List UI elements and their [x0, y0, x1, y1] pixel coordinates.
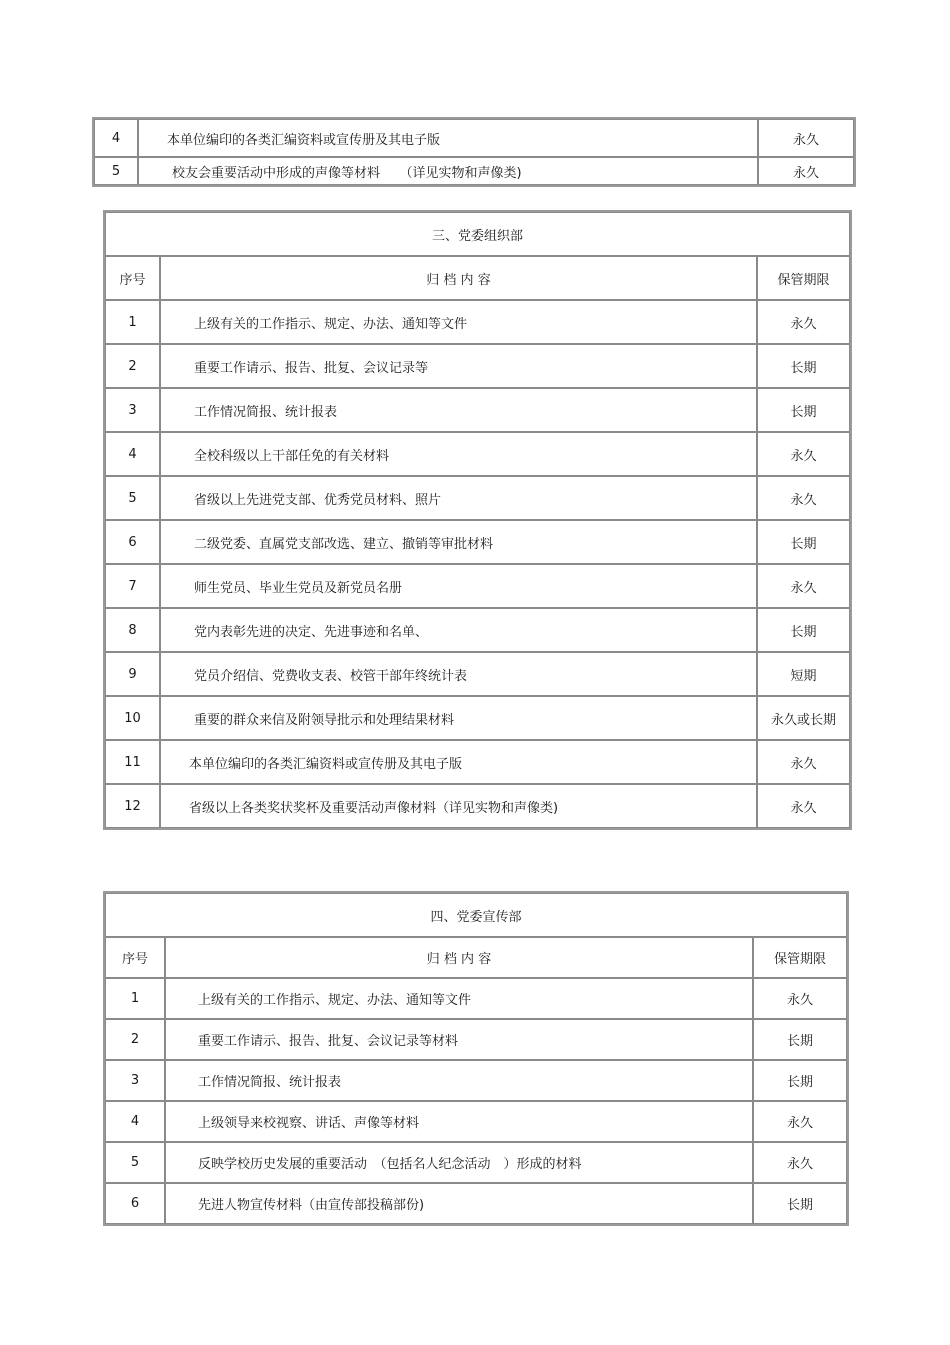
- header-content: 归 档 内 容: [160, 256, 757, 300]
- section-title-row: [105, 212, 850, 256]
- table-row: [105, 564, 850, 608]
- row-number: 4: [105, 1101, 165, 1142]
- archive-table-continued: [92, 117, 856, 187]
- row-content: 本单位编印的各类汇编资料或宣传册及其电子版: [138, 119, 758, 157]
- row-number: 10: [105, 696, 160, 740]
- row-retention: 永久: [753, 1101, 847, 1142]
- section-title: 四、党委宣传部: [105, 893, 847, 937]
- row-content: 省级以上先进党支部、优秀党员材料、照片: [160, 476, 757, 520]
- row-number: 2: [105, 1019, 165, 1060]
- table-row: [105, 1101, 847, 1142]
- row-retention: 永久: [757, 740, 850, 784]
- table-row: [105, 388, 850, 432]
- row-retention: 长期: [757, 520, 850, 564]
- table-row: [105, 344, 850, 388]
- row-content: 重要工作请示、报告、批复、会议记录等: [160, 344, 757, 388]
- row-number: 3: [105, 1060, 165, 1101]
- row-number: 4: [94, 119, 138, 157]
- row-number: 5: [105, 476, 160, 520]
- table-row: [105, 1142, 847, 1183]
- row-content: 党员介绍信、党费收支表、校管干部年终统计表: [160, 652, 757, 696]
- row-retention: 长期: [757, 344, 850, 388]
- row-content: 党内表彰先进的决定、先进事迹和名单、: [160, 608, 757, 652]
- row-retention: 永久: [757, 432, 850, 476]
- row-retention: 永久: [757, 784, 850, 828]
- row-content: 师生党员、毕业生党员及新党员名册: [160, 564, 757, 608]
- row-content: 本单位编印的各类汇编资料或宣传册及其电子版: [160, 740, 757, 784]
- table-row: [105, 740, 850, 784]
- table-row: [105, 1183, 847, 1224]
- header-row: [105, 256, 850, 300]
- organization-dept-table: [103, 210, 852, 830]
- section-title: 三、党委组织部: [105, 212, 850, 256]
- row-content: 上级领导来校视察、讲话、声像等材料: [165, 1101, 753, 1142]
- header-content: 归 档 内 容: [165, 937, 753, 978]
- row-content: 校友会重要活动中形成的声像等材料 （详见实物和声像类): [138, 157, 758, 185]
- row-content: 省级以上各类奖状奖杯及重要活动声像材料（详见实物和声像类): [160, 784, 757, 828]
- row-retention: 永久: [753, 1142, 847, 1183]
- row-content: 先进人物宣传材料（由宣传部投稿部份): [165, 1183, 753, 1224]
- row-retention: 永久: [753, 978, 847, 1019]
- row-number: 3: [105, 388, 160, 432]
- header-retention: 保管期限: [753, 937, 847, 978]
- row-number: 5: [94, 157, 138, 185]
- row-retention: 长期: [753, 1019, 847, 1060]
- table-row: [105, 476, 850, 520]
- row-content: 上级有关的工作指示、规定、办法、通知等文件: [160, 300, 757, 344]
- row-retention: 永久: [758, 157, 854, 185]
- table-row: [105, 696, 850, 740]
- row-retention: 永久或长期: [757, 696, 850, 740]
- row-number: 1: [105, 300, 160, 344]
- row-retention: 长期: [757, 388, 850, 432]
- row-content: 工作情况简报、统计报表: [165, 1060, 753, 1101]
- row-retention: 长期: [753, 1183, 847, 1224]
- table-row: [105, 1019, 847, 1060]
- row-number: 5: [105, 1142, 165, 1183]
- row-retention: 永久: [757, 564, 850, 608]
- table-row: [105, 608, 850, 652]
- header-number: 序号: [105, 256, 160, 300]
- row-retention: 短期: [757, 652, 850, 696]
- table-row: [105, 300, 850, 344]
- table-row: [94, 157, 854, 185]
- row-content: 重要工作请示、报告、批复、会议记录等材料: [165, 1019, 753, 1060]
- table-row: [105, 432, 850, 476]
- row-number: 2: [105, 344, 160, 388]
- row-number: 6: [105, 520, 160, 564]
- header-row: [105, 937, 847, 978]
- row-content: 反映学校历史发展的重要活动 （包括名人纪念活动 ）形成的材料: [165, 1142, 753, 1183]
- row-content: 工作情况简报、统计报表: [160, 388, 757, 432]
- row-content: 上级有关的工作指示、规定、办法、通知等文件: [165, 978, 753, 1019]
- row-content: 重要的群众来信及附领导批示和处理结果材料: [160, 696, 757, 740]
- row-retention: 长期: [753, 1060, 847, 1101]
- row-number: 4: [105, 432, 160, 476]
- row-number: 9: [105, 652, 160, 696]
- row-content: 二级党委、直属党支部改选、建立、撤销等审批材料: [160, 520, 757, 564]
- row-number: 1: [105, 978, 165, 1019]
- propaganda-dept-table: [103, 891, 849, 1226]
- header-number: 序号: [105, 937, 165, 978]
- row-number: 8: [105, 608, 160, 652]
- table-row: [105, 978, 847, 1019]
- row-number: 11: [105, 740, 160, 784]
- section-title-row: [105, 893, 847, 937]
- row-number: 12: [105, 784, 160, 828]
- table-row: [105, 1060, 847, 1101]
- row-retention: 永久: [758, 119, 854, 157]
- row-number: 7: [105, 564, 160, 608]
- header-retention: 保管期限: [757, 256, 850, 300]
- row-number: 6: [105, 1183, 165, 1224]
- table-row: [105, 520, 850, 564]
- table-row: [94, 119, 854, 157]
- table-row: [105, 784, 850, 828]
- row-content: 全校科级以上干部任免的有关材料: [160, 432, 757, 476]
- row-retention: 永久: [757, 300, 850, 344]
- row-retention: 长期: [757, 608, 850, 652]
- table-row: [105, 652, 850, 696]
- row-retention: 永久: [757, 476, 850, 520]
